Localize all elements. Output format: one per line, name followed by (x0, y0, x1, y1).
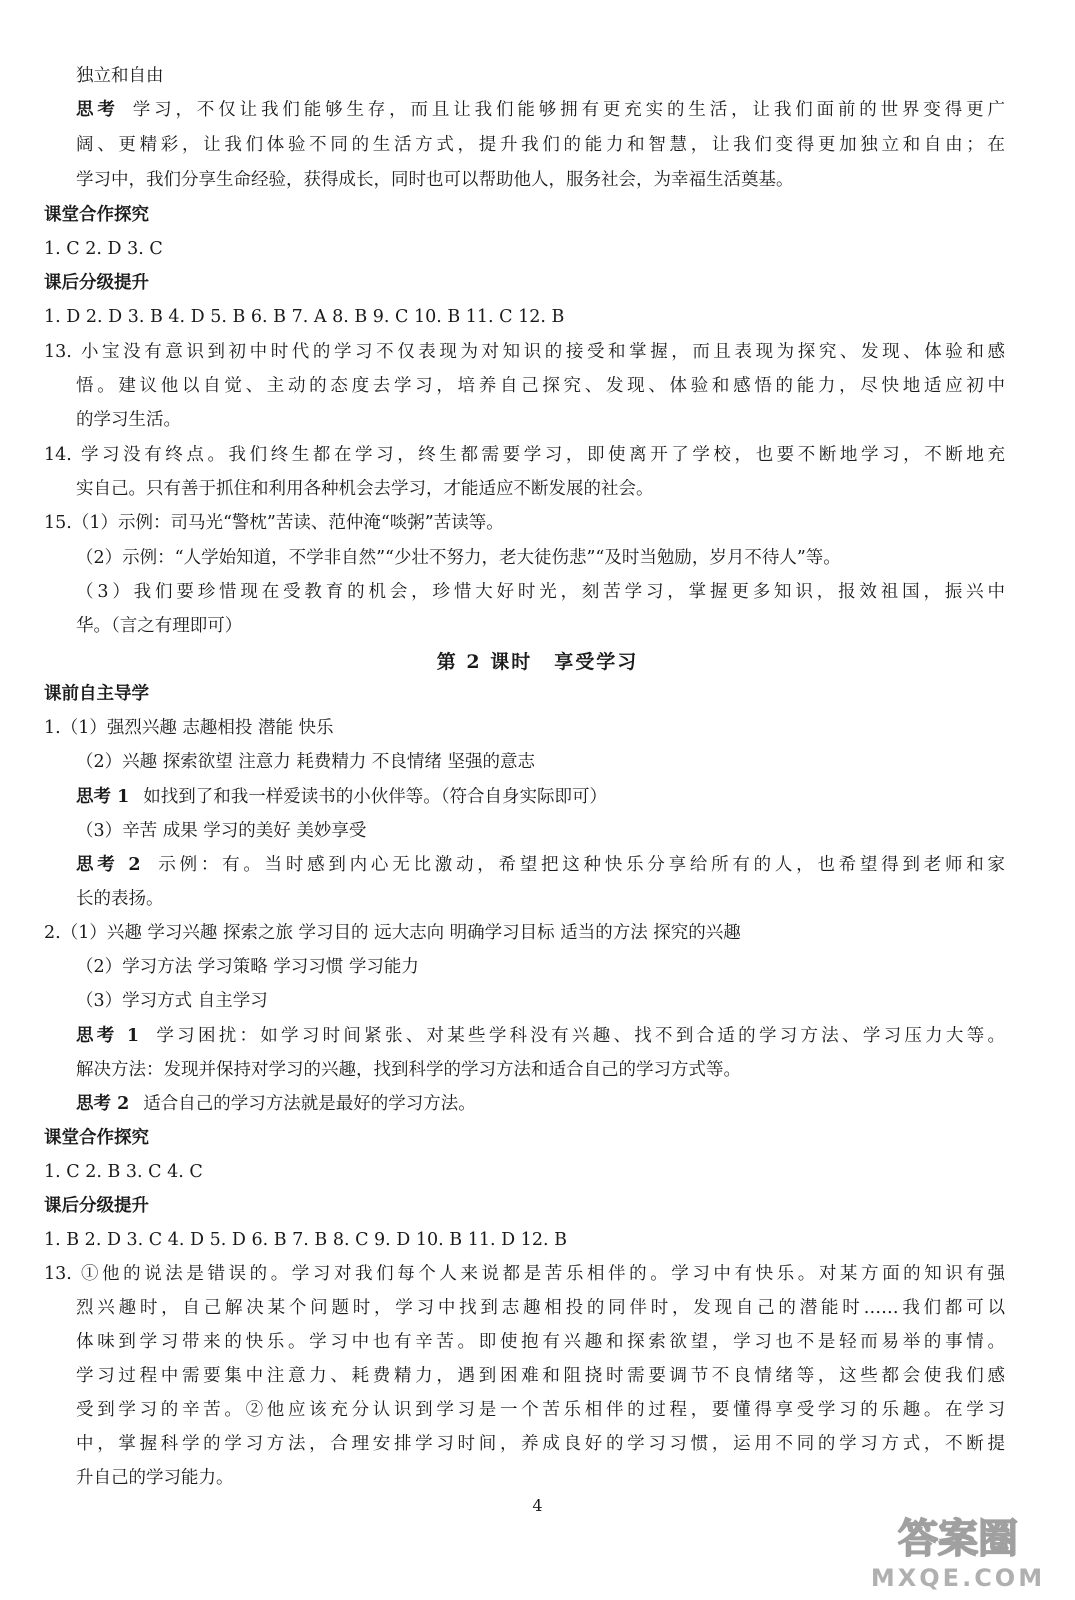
text-line: 13. 小宝没有意识到初中时代的学习不仅表现为对知识的接受和掌握，而且表现为探究、发现、体验和感 (44, 342, 1005, 362)
text-content: 学习，不仅让我们能够生存，而且让我们能够拥有更充实的生活，让我们面前的世界变得更广 (132, 100, 1006, 120)
text-line: 学习过程中需要集中注意力、耗费精力，遇到困难和阻挠时需要调节不良情绪等，这些都会使我们感 (76, 1366, 1005, 1386)
text-line (76, 853, 1005, 877)
text-line: 独立和自由 (76, 66, 164, 86)
lesson-number: 第 2 课时 (436, 651, 533, 673)
think-label: 思考 1 (76, 1026, 140, 1046)
think-label: 思考 1 (76, 787, 130, 807)
text-line (76, 1092, 1005, 1116)
text-content: 适合自己的学习方法就是最好的学习方法。 (143, 1094, 476, 1114)
text-line: （2）学习方法 学习策略 学习习惯 学习能力 (76, 957, 419, 977)
text-line (76, 98, 1005, 122)
section-heading: 课堂合作探究 (44, 205, 149, 225)
text-content: 如找到了和我一样爱读书的小伙伴等。（符合自身实际即可） (143, 787, 608, 807)
text-content: 学习困扰：如学习时间紧张、对某些学科没有兴趣、找不到合适的学习方法、学习压力大等。 (153, 1026, 1005, 1046)
watermark-domain: MXQE.COM (870, 1564, 1046, 1592)
answer-line: 1. D 2. D 3. B 4. D 5. B 6. B 7. A 8. B 9. C 10. B 11. C 12. B (44, 307, 565, 327)
watermark-logo (853, 1502, 1063, 1592)
answer-line: 1. C 2. D 3. C (44, 239, 163, 259)
text-line: 1.（1）强烈兴趣 志趣相投 潜能 快乐 (44, 718, 334, 738)
lesson-title (0, 647, 1075, 674)
text-line: 的学习生活。 (76, 410, 181, 430)
text-line: 13. ①他的说法是错误的。学习对我们每个人来说都是苦乐相伴的。学习中有快乐。对某方面的知识有强 (44, 1264, 1005, 1284)
think-label: 思考 (76, 100, 119, 120)
text-line: （3）学习方式 自主学习 (76, 991, 268, 1011)
think-label: 思考 2 (76, 855, 141, 875)
watermark-title: 答案圈 (898, 1516, 1018, 1562)
text-line: 烈兴趣时，自己解决某个问题时，学习中找到志趣相投的同伴时，发现自己的潜能时……我们都可以 (76, 1298, 1005, 1318)
page-number: 4 (532, 1496, 543, 1515)
text-line: 实自己。只有善于抓住和利用各种机会去学习，才能适应不断发展的社会。 (76, 479, 654, 499)
answer-line: 1. B 2. D 3. C 4. D 5. D 6. B 7. B 8. C 9. D 10. B 11. D 12. B (44, 1230, 567, 1250)
section-heading: 课后分级提升 (44, 273, 149, 293)
text-line: 受到学习的辛苦。②他应该充分认识到学习是一个苦乐相伴的过程，要懂得享受学习的乐趣。在学习 (76, 1400, 1005, 1420)
text-line: （3）我们要珍惜现在受教育的机会，珍惜大好时光，刻苦学习，掌握更多知识，报效祖国，振兴中 (76, 582, 1005, 602)
lesson-name: 享受学习 (554, 651, 639, 673)
answer-line: 1. C 2. B 3. C 4. C (44, 1162, 203, 1182)
text-line: 长的表扬。 (76, 889, 164, 909)
text-line: 阔、更精彩，让我们体验不同的生活方式，提升我们的能力和智慧，让我们变得更加独立和自由；在 (76, 135, 1005, 155)
text-content: 示例：有。当时感到内心无比激动，希望把这种快乐分享给所有的人，也希望得到老师和家 (154, 855, 1005, 875)
text-line: 悟。建议他以自觉、主动的态度去学习，培养自己探究、发现、体验和感悟的能力，尽快地适应初中 (76, 376, 1005, 396)
text-line: （3）辛苦 成果 学习的美好 美妙享受 (76, 821, 367, 841)
text-line: 2.（1）兴趣 学习兴趣 探索之旅 学习目的 远大志向 明确学习目标 适当的方法 探究的兴趣 (44, 923, 741, 943)
text-line: （2）示例：“人学始知道，不学非自然”“少壮不努力，老大徒伤悲”“及时当勉励，岁月不待人”等。 (76, 548, 841, 568)
text-line: 15.（1）示例：司马光“警枕”苦读、范仲淹“啖粥”苦读等。 (44, 513, 504, 533)
think-label: 思考 2 (76, 1094, 130, 1114)
text-line: 解决方法：发现并保持对学习的兴趣，找到科学的学习方法和适合自己的学习方式等。 (76, 1060, 741, 1080)
text-line: （2）兴趣 探索欲望 注意力 耗费精力 不良情绪 坚强的意志 (76, 752, 535, 772)
text-line: 14. 学习没有终点。我们终生都在学习，终生都需要学习，即使离开了学校，也要不断地学习，不断地充 (44, 445, 1005, 465)
text-line: 体味到学习带来的快乐。学习中也有辛苦。即使抱有兴趣和探索欲望，学习也不是轻而易举的事情。 (76, 1332, 1005, 1352)
text-line: 升自己的学习能力。 (76, 1468, 234, 1488)
text-line: 中，掌握科学的学习方法，合理安排学习时间，养成良好的学习习惯，运用不同的学习方式，不断提 (76, 1434, 1005, 1454)
section-heading: 课堂合作探究 (44, 1128, 149, 1148)
text-line (76, 785, 1005, 809)
section-heading: 课前自主导学 (44, 684, 149, 704)
text-line (76, 1024, 1005, 1048)
text-line: 华。（言之有理即可） (76, 616, 243, 636)
section-heading: 课后分级提升 (44, 1196, 149, 1216)
text-line: 学习中，我们分享生命经验，获得成长，同时也可以帮助他人，服务社会，为幸福生活奠基。 (76, 170, 794, 190)
